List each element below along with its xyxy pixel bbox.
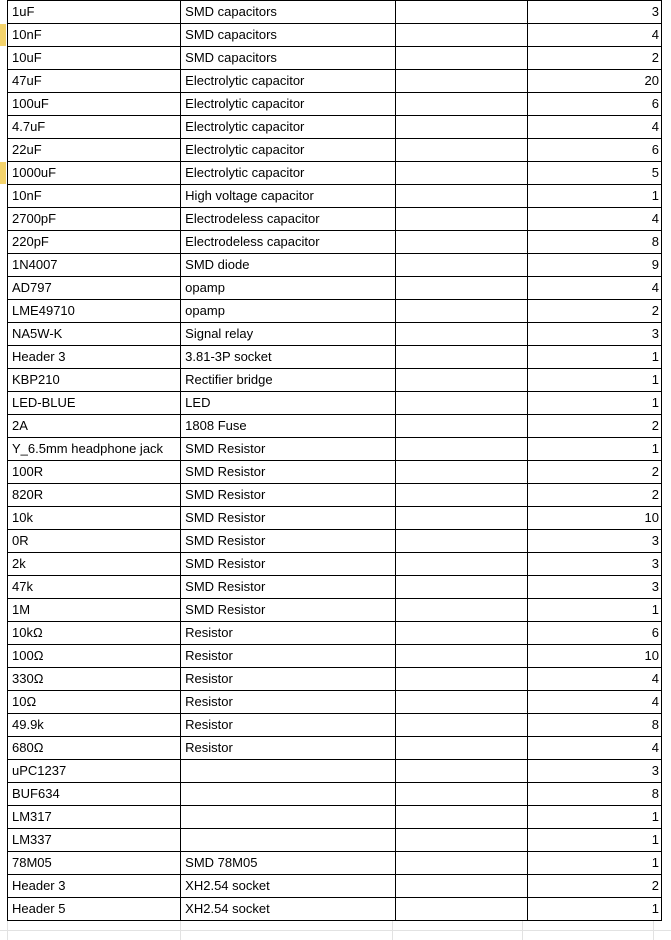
quantity-cell[interactable]: 2 <box>527 415 661 438</box>
table-row <box>8 208 662 231</box>
description-cell[interactable]: Resistor <box>181 691 396 714</box>
description-cell[interactable]: XH2.54 socket <box>181 898 396 921</box>
table-row <box>8 461 662 484</box>
blank-cell[interactable] <box>396 645 527 668</box>
value-cell[interactable]: 100Ω <box>8 645 181 668</box>
table-row <box>8 415 662 438</box>
table-row <box>8 277 662 300</box>
table-row <box>8 484 662 507</box>
description-cell[interactable]: High voltage capacitor <box>181 185 396 208</box>
description-cell[interactable]: opamp <box>181 300 396 323</box>
quantity-cell[interactable]: 1 <box>527 438 661 461</box>
value-cell[interactable]: 0R <box>8 530 181 553</box>
value-cell[interactable]: 1M <box>8 599 181 622</box>
quantity-cell[interactable]: 2 <box>527 47 661 70</box>
blank-cell[interactable] <box>396 438 527 461</box>
blank-cell[interactable] <box>396 369 527 392</box>
table-row <box>8 760 662 783</box>
value-cell[interactable]: 47uF <box>8 70 181 93</box>
blank-cell[interactable] <box>396 484 527 507</box>
table-row <box>8 783 662 806</box>
empty-col-gridline <box>7 921 8 940</box>
description-cell[interactable]: Electrolytic capacitor <box>181 93 396 116</box>
value-cell[interactable]: LME49710 <box>8 300 181 323</box>
description-cell[interactable]: SMD Resistor <box>181 599 396 622</box>
blank-cell[interactable] <box>396 553 527 576</box>
quantity-cell[interactable]: 5 <box>527 162 661 185</box>
quantity-cell[interactable]: 2 <box>527 300 661 323</box>
blank-cell[interactable] <box>396 875 527 898</box>
value-cell[interactable]: Header 3 <box>8 346 181 369</box>
quantity-cell[interactable]: 2 <box>527 484 661 507</box>
description-cell[interactable] <box>181 806 396 829</box>
quantity-cell[interactable]: 4 <box>527 668 661 691</box>
value-cell[interactable]: 2700pF <box>8 208 181 231</box>
quantity-cell[interactable]: 4 <box>527 277 661 300</box>
table-row <box>8 691 662 714</box>
description-cell[interactable]: Electrolytic capacitor <box>181 139 396 162</box>
table-row <box>8 668 662 691</box>
quantity-cell[interactable]: 8 <box>527 714 661 737</box>
table-row <box>8 599 662 622</box>
description-cell[interactable]: SMD Resistor <box>181 553 396 576</box>
table-row <box>8 530 662 553</box>
description-cell[interactable]: Electrolytic capacitor <box>181 70 396 93</box>
quantity-cell[interactable]: 9 <box>527 254 661 277</box>
blank-cell[interactable] <box>396 461 527 484</box>
quantity-cell[interactable]: 1 <box>527 369 661 392</box>
value-cell[interactable]: LM337 <box>8 829 181 852</box>
quantity-cell[interactable]: 10 <box>527 507 661 530</box>
value-cell[interactable]: 10k <box>8 507 181 530</box>
blank-cell[interactable] <box>396 277 527 300</box>
blank-cell[interactable] <box>396 622 527 645</box>
description-cell[interactable]: Signal relay <box>181 323 396 346</box>
description-cell[interactable]: SMD capacitors <box>181 24 396 47</box>
blank-cell[interactable] <box>396 208 527 231</box>
description-cell[interactable]: Resistor <box>181 622 396 645</box>
description-cell[interactable]: 3.81-3P socket <box>181 346 396 369</box>
value-cell[interactable]: LED-BLUE <box>8 392 181 415</box>
value-cell[interactable]: 1uF <box>8 1 181 24</box>
quantity-cell[interactable]: 8 <box>527 783 661 806</box>
blank-cell[interactable] <box>396 530 527 553</box>
value-cell[interactable]: uPC1237 <box>8 760 181 783</box>
value-cell[interactable]: NA5W-K <box>8 323 181 346</box>
quantity-cell[interactable]: 1 <box>527 599 661 622</box>
table-row <box>8 139 662 162</box>
table-row <box>8 737 662 760</box>
description-cell[interactable] <box>181 829 396 852</box>
blank-cell[interactable] <box>396 392 527 415</box>
description-cell[interactable]: SMD diode <box>181 254 396 277</box>
value-cell[interactable]: 330Ω <box>8 668 181 691</box>
quantity-cell[interactable]: 3 <box>527 760 661 783</box>
description-cell[interactable]: SMD capacitors <box>181 1 396 24</box>
table-row <box>8 438 662 461</box>
blank-cell[interactable] <box>396 254 527 277</box>
quantity-cell[interactable]: 10 <box>527 645 661 668</box>
value-cell[interactable]: 78M05 <box>8 852 181 875</box>
blank-cell[interactable] <box>396 93 527 116</box>
description-cell[interactable]: Resistor <box>181 668 396 691</box>
empty-col-gridline <box>522 921 523 940</box>
table-row <box>8 300 662 323</box>
row-highlight-mark <box>0 162 6 184</box>
blank-cell[interactable] <box>396 24 527 47</box>
value-cell[interactable]: 10uF <box>8 47 181 70</box>
table-row <box>8 875 662 898</box>
description-cell[interactable] <box>181 760 396 783</box>
table-row <box>8 116 662 139</box>
table-row <box>8 346 662 369</box>
blank-cell[interactable] <box>396 231 527 254</box>
blank-cell[interactable] <box>396 760 527 783</box>
blank-cell[interactable] <box>396 300 527 323</box>
description-cell[interactable]: SMD Resistor <box>181 576 396 599</box>
blank-cell[interactable] <box>396 415 527 438</box>
blank-cell[interactable] <box>396 829 527 852</box>
description-cell[interactable]: SMD Resistor <box>181 507 396 530</box>
value-cell[interactable]: AD797 <box>8 277 181 300</box>
blank-cell[interactable] <box>396 852 527 875</box>
value-cell[interactable]: BUF634 <box>8 783 181 806</box>
blank-cell[interactable] <box>396 714 527 737</box>
table-row <box>8 47 662 70</box>
table-row <box>8 323 662 346</box>
empty-col-gridline <box>180 921 181 940</box>
value-cell[interactable]: LM317 <box>8 806 181 829</box>
quantity-cell[interactable]: 2 <box>527 875 661 898</box>
table-row <box>8 185 662 208</box>
quantity-cell[interactable]: 1 <box>527 346 661 369</box>
empty-col-gridline <box>392 921 393 940</box>
quantity-cell[interactable]: 4 <box>527 691 661 714</box>
description-cell[interactable]: SMD Resistor <box>181 530 396 553</box>
value-cell[interactable]: KBP210 <box>8 369 181 392</box>
value-cell[interactable]: 10Ω <box>8 691 181 714</box>
quantity-cell[interactable]: 3 <box>527 576 661 599</box>
description-cell[interactable]: SMD capacitors <box>181 47 396 70</box>
quantity-cell[interactable]: 4 <box>527 208 661 231</box>
quantity-cell[interactable]: 6 <box>527 139 661 162</box>
quantity-cell[interactable]: 1 <box>527 806 661 829</box>
table-row <box>8 829 662 852</box>
quantity-cell[interactable]: 6 <box>527 622 661 645</box>
description-cell[interactable]: LED <box>181 392 396 415</box>
quantity-cell[interactable]: 3 <box>527 323 661 346</box>
quantity-cell[interactable]: 1 <box>527 852 661 875</box>
blank-cell[interactable] <box>396 346 527 369</box>
table-row <box>8 507 662 530</box>
blank-cell[interactable] <box>396 185 527 208</box>
description-cell[interactable]: opamp <box>181 277 396 300</box>
blank-cell[interactable] <box>396 70 527 93</box>
description-cell[interactable]: SMD Resistor <box>181 438 396 461</box>
value-cell[interactable]: 820R <box>8 484 181 507</box>
quantity-cell[interactable]: 20 <box>527 70 661 93</box>
description-cell[interactable]: Electrolytic capacitor <box>181 116 396 139</box>
blank-cell[interactable] <box>396 691 527 714</box>
description-cell[interactable]: SMD 78M05 <box>181 852 396 875</box>
value-cell[interactable]: 22uF <box>8 139 181 162</box>
value-cell[interactable]: Header 5 <box>8 898 181 921</box>
blank-cell[interactable] <box>396 898 527 921</box>
empty-col-gridline <box>653 921 654 940</box>
description-cell[interactable]: Rectifier bridge <box>181 369 396 392</box>
value-cell[interactable]: 1000uF <box>8 162 181 185</box>
value-cell[interactable]: 47k <box>8 576 181 599</box>
description-cell[interactable]: SMD Resistor <box>181 461 396 484</box>
quantity-cell[interactable]: 1 <box>527 392 661 415</box>
value-cell[interactable]: 49.9k <box>8 714 181 737</box>
table-row <box>8 70 662 93</box>
table-row <box>8 231 662 254</box>
value-cell[interactable]: 10nF <box>8 24 181 47</box>
value-cell[interactable]: Y_6.5mm headphone jack <box>8 438 181 461</box>
quantity-cell[interactable]: 1 <box>527 829 661 852</box>
table-row <box>8 714 662 737</box>
value-cell[interactable]: 100uF <box>8 93 181 116</box>
bom-table <box>7 0 662 921</box>
blank-cell[interactable] <box>396 139 527 162</box>
description-cell[interactable]: Resistor <box>181 737 396 760</box>
table-row <box>8 645 662 668</box>
blank-cell[interactable] <box>396 323 527 346</box>
value-cell[interactable]: 1N4007 <box>8 254 181 277</box>
value-cell[interactable]: 680Ω <box>8 737 181 760</box>
table-row <box>8 576 662 599</box>
quantity-cell[interactable]: 4 <box>527 116 661 139</box>
table-row <box>8 162 662 185</box>
blank-cell[interactable] <box>396 162 527 185</box>
value-cell[interactable]: 2A <box>8 415 181 438</box>
quantity-cell[interactable]: 4 <box>527 24 661 47</box>
table-row <box>8 392 662 415</box>
blank-cell[interactable] <box>396 783 527 806</box>
blank-cell[interactable] <box>396 116 527 139</box>
value-cell[interactable]: 100R <box>8 461 181 484</box>
table-row <box>8 254 662 277</box>
description-cell[interactable]: Resistor <box>181 714 396 737</box>
value-cell[interactable]: 4.7uF <box>8 116 181 139</box>
description-cell[interactable]: Resistor <box>181 645 396 668</box>
description-cell[interactable]: Electrodeless capacitor <box>181 231 396 254</box>
empty-row-gridline <box>0 930 671 931</box>
value-cell[interactable]: 2k <box>8 553 181 576</box>
description-cell[interactable] <box>181 783 396 806</box>
table-row <box>8 1 662 24</box>
description-cell[interactable]: XH2.54 socket <box>181 875 396 898</box>
blank-cell[interactable] <box>396 576 527 599</box>
quantity-cell[interactable]: 8 <box>527 231 661 254</box>
blank-cell[interactable] <box>396 806 527 829</box>
table-row <box>8 24 662 47</box>
quantity-cell[interactable]: 4 <box>527 737 661 760</box>
table-row <box>8 852 662 875</box>
value-cell[interactable]: 10kΩ <box>8 622 181 645</box>
table-row <box>8 553 662 576</box>
table-row <box>8 898 662 921</box>
table-row <box>8 806 662 829</box>
quantity-cell[interactable]: 1 <box>527 898 661 921</box>
blank-cell[interactable] <box>396 737 527 760</box>
blank-cell[interactable] <box>396 1 527 24</box>
blank-cell[interactable] <box>396 599 527 622</box>
value-cell[interactable]: Header 3 <box>8 875 181 898</box>
blank-cell[interactable] <box>396 507 527 530</box>
quantity-cell[interactable]: 3 <box>527 530 661 553</box>
row-highlight-mark <box>0 24 6 46</box>
value-cell[interactable]: 220pF <box>8 231 181 254</box>
description-cell[interactable]: Electrodeless capacitor <box>181 208 396 231</box>
value-cell[interactable]: 10nF <box>8 185 181 208</box>
description-cell[interactable]: Electrolytic capacitor <box>181 162 396 185</box>
table-row <box>8 622 662 645</box>
description-cell[interactable]: 1808 Fuse <box>181 415 396 438</box>
quantity-cell[interactable]: 6 <box>527 93 661 116</box>
quantity-cell[interactable]: 3 <box>527 1 661 24</box>
blank-cell[interactable] <box>396 47 527 70</box>
quantity-cell[interactable]: 3 <box>527 553 661 576</box>
quantity-cell[interactable]: 1 <box>527 185 661 208</box>
table-row <box>8 93 662 116</box>
table-row <box>8 369 662 392</box>
description-cell[interactable]: SMD Resistor <box>181 484 396 507</box>
quantity-cell[interactable]: 2 <box>527 461 661 484</box>
blank-cell[interactable] <box>396 668 527 691</box>
